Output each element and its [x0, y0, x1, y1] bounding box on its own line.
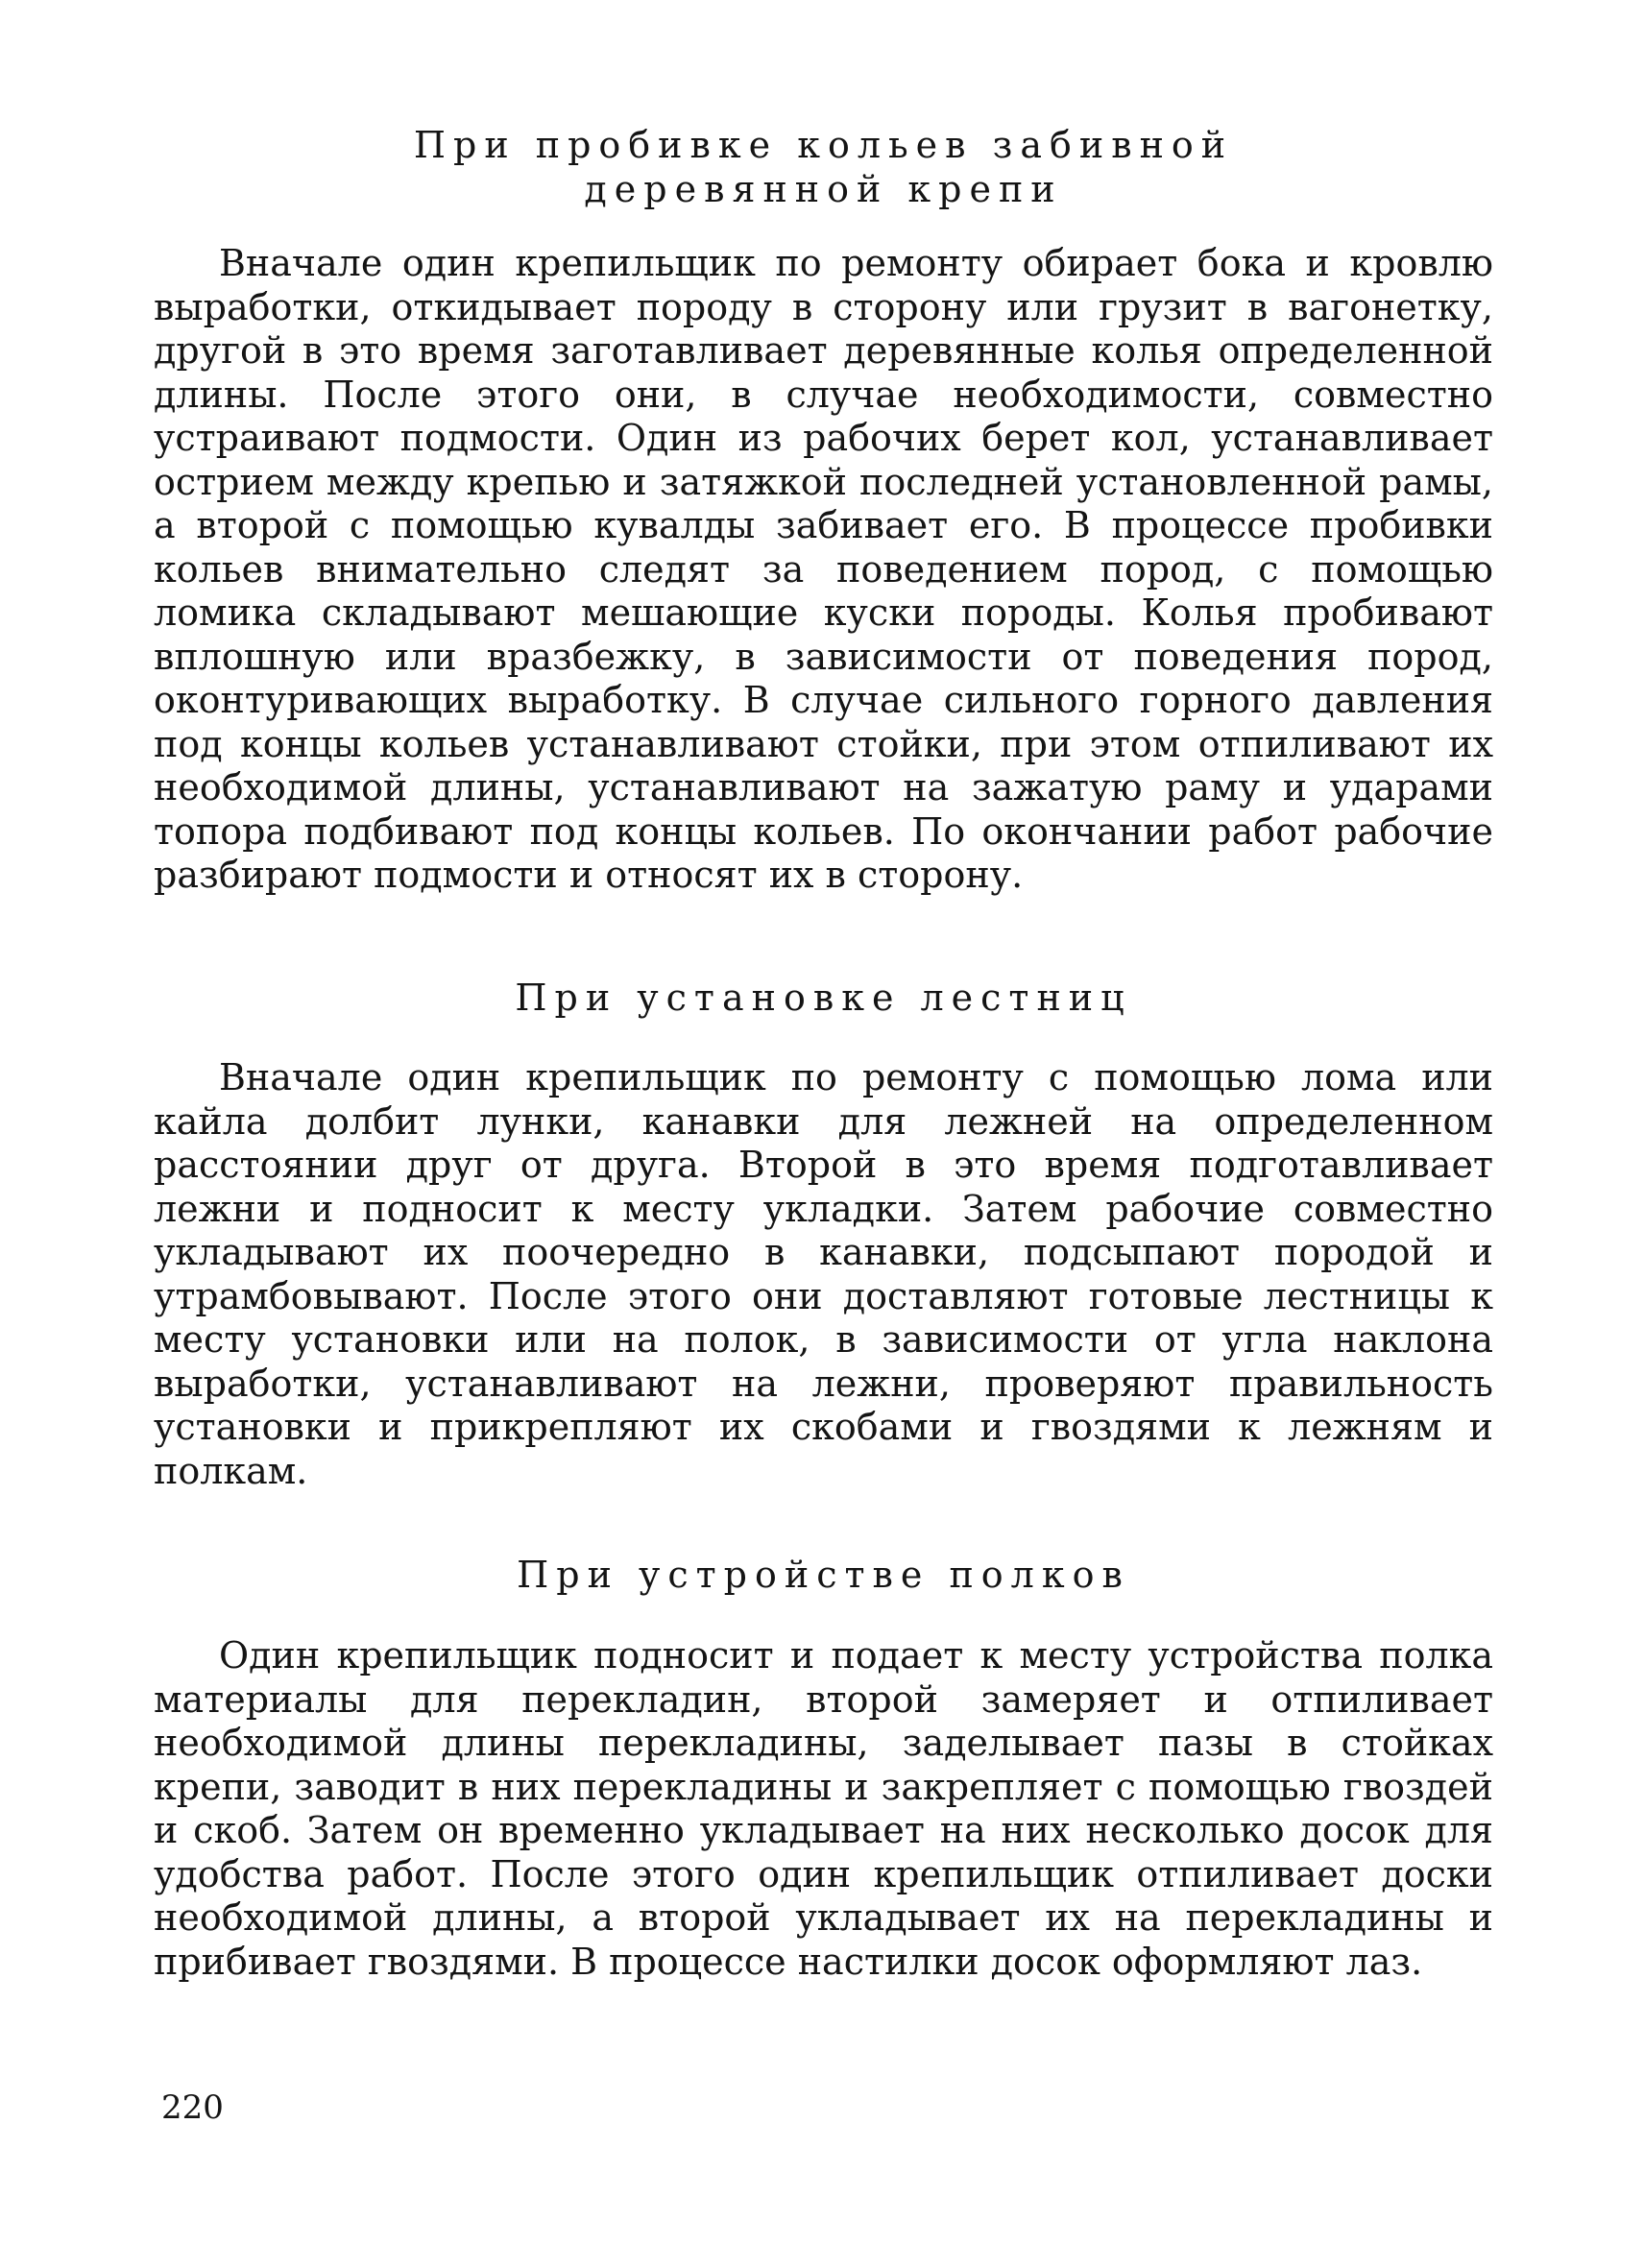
- section-ladders: [154, 976, 1493, 1020]
- section-heading: При установке лестниц: [515, 977, 1132, 1019]
- heading-line-1: При пробивке кольев забивной: [413, 124, 1234, 166]
- paragraph: Вначале один крепильщик по ремонту с помощью лома или кайла долбит лунки, канавки для лежней на определенном расстоянии друг от друга. Второй в это время подготавливает лежни и подносит к месту укладки. Затем рабочие совместно укладывают их поочередно в канавки, подсыпают породой и утрамбовывают. После этого они доставляют готовые лестницы к месту установки или на полок, в зависимости от угла наклона выработки, устанавливают на лежни, проверяют правильность установки и прикрепляют их скобами и гвоздями к лежням и полкам.: [154, 1056, 1493, 1492]
- section-platforms: [154, 1553, 1493, 1597]
- section-ladders-body: [154, 1056, 1493, 1493]
- paragraph: Вначале один крепильщик по ремонту обирает бока и кровлю выработки, откидывает породу в сторону или грузит в вагонетку, другой в это время заготавливает деревянные колья определенной длины. После этого они, в случае необходимости, совместно устраивают подмости. Один из рабочих берет кол, устанавливает острием между крепью и затяжкой последней установленной рамы, а второй с помощью кувалды забивает его. В процессе пробивки кольев внимательно следят за поведением пород, с помощью ломика складывают мешающие куски породы. Колья пробивают вплошную или вразбежку, в зависимости от поведения пород, оконтуривающих выработку. В случае сильного горного давления под концы кольев устанавливают стойки, при этом отпиливают их необходимой длины, устанавливают на зажатую раму и ударами топора подбивают под концы кольев. По окончании работ рабочие разбирают подмости и относят их в сторону.: [154, 242, 1493, 896]
- section-platforms-body: [154, 1634, 1493, 1984]
- section-heading: [154, 123, 1493, 211]
- section-pile-driving-body: [154, 242, 1493, 898]
- page-number: 220: [161, 2088, 224, 2127]
- paragraph: Один крепильщик подносит и подает к месту устройства полка материалы для перекладин, второй замеряет и отпиливает необходимой длины перекладины, заделывает пазы в стойках крепи, заводит в них перекладины и закрепляет с помощью гвоздей и скоб. Затем он временно укладывает на них несколько досок для удобства работ. После этого один крепильщик отпиливает доски необходимой длины, а второй укладывает их на перекладины и прибивает гвоздями. В процессе настилки досок оформляют лаз.: [154, 1634, 1493, 1983]
- section-heading: При устройстве полков: [517, 1554, 1130, 1596]
- section-pile-driving: [154, 123, 1493, 211]
- heading-line-2: деревянной крепи: [584, 168, 1063, 210]
